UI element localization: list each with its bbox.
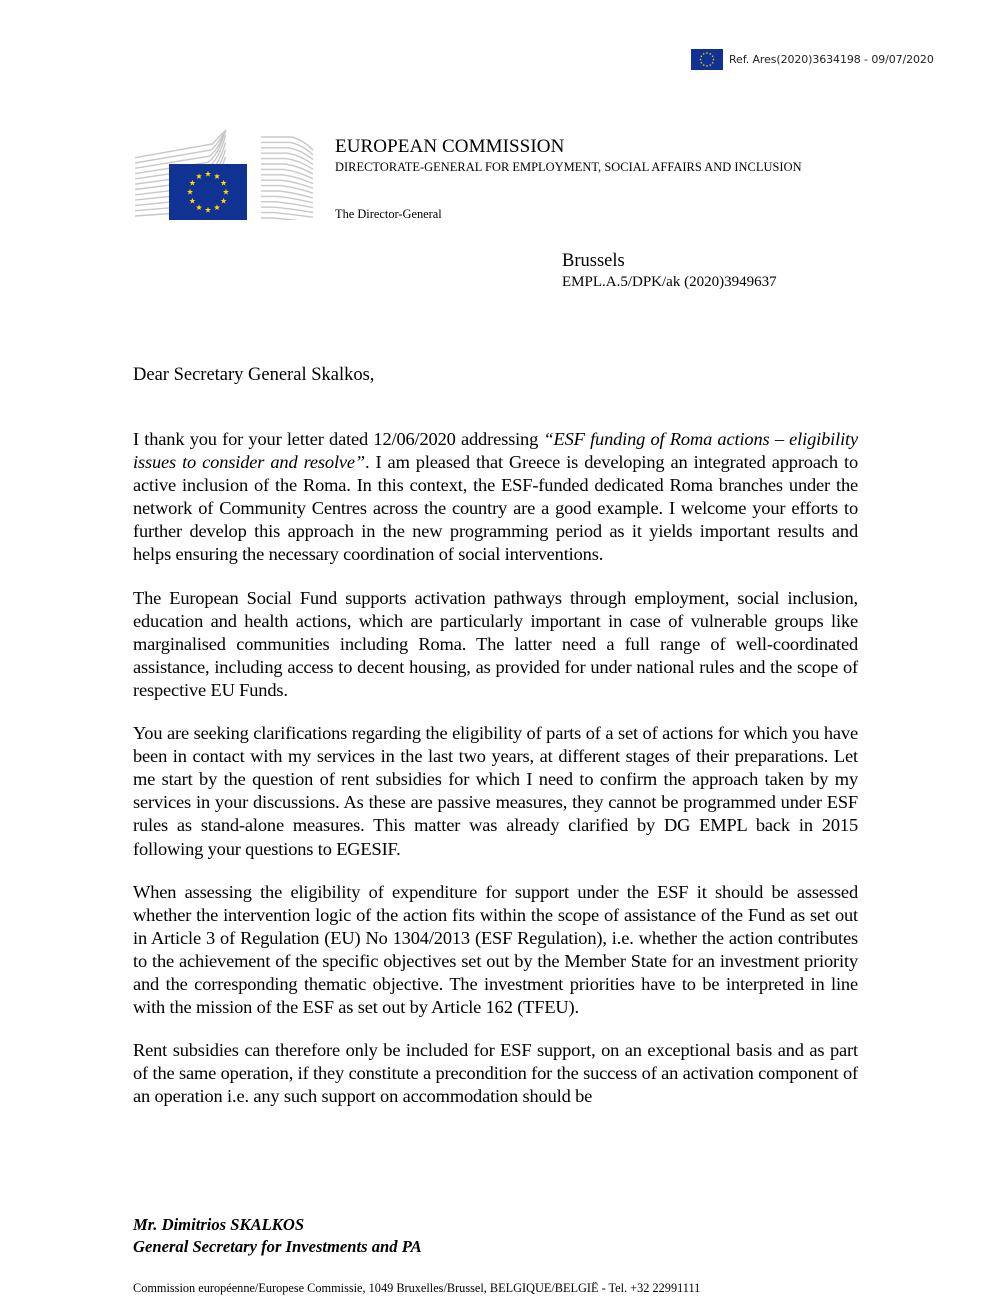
paragraph [133,428,858,567]
directorate-name: DIRECTORATE-GENERAL FOR EMPLOYMENT, SOCIAL AFFAIRS AND INCLUSION [335,160,802,174]
logo-line [261,218,313,220]
ares-reference-stamp [691,47,934,71]
paragraph: You are seeking clarifications regarding the eligibility of parts of a set of actions for which you have been in contact with my services in the last two years, at different stages of their preparations. Let me start by the question of rent subsidies for which I need to confirm the approach taken by my services in your discussions. As these are passive measures, they cannot be programmed under ESF rules as stand-alone measures. This matter was already clarified by DG EMPL back in 2015 following your questions to EGESIF. [133,723,858,859]
logo-line [261,175,313,184]
paragraph-text: . I am pleased that Greece is developing an integrated approach to active inclusion of the Roma. In this context, the ESF-funded dedicated Roma branches under the network of Community Centres across the country are a good example. I welcome your efforts to further develop this approach in the new programming period as it yields important results and helps ensuring the necessary coordination of social interventions. [133,452,858,565]
logo-line [261,207,313,212]
european-commission-logo [133,128,315,220]
logo-line [261,213,313,218]
ares-reference-text: Ref. Ares(2020)3634198 - 09/07/2020 [729,52,934,66]
recipient-name: Mr. Dimitrios SKALKOS [133,1215,305,1234]
paragraph: Rent subsidies can therefore only be included for ESF support, on an exceptional basis and as part of the same operation, if they constitute a precondition for the success of an activation component of an operation i.e. any such support on accommodation should be [133,1040,858,1107]
organisation-name: EUROPEAN COMMISSION [335,136,565,157]
recipient-block [133,1214,422,1258]
file-reference: EMPL.A.5/DPK/ak (2020)3949637 [562,274,777,290]
eu-flag-icon [691,49,723,70]
place-and-reference [562,251,777,292]
salutation: Dear Secretary General Skalkos, [133,365,375,385]
letter-body [133,428,858,1108]
paragraph: The European Social Fund supports activation pathways through employment, social inclusion, education and health actions, which are particularly important in case of vulnerable groups like marginalised communities including Roma. The latter need a full range of well-coordinated assistance, including access to decent housing, as provided for under national rules and the scope of respective EU Funds. [133,587,858,700]
paragraph-text: I thank you for your letter dated 12/06/2020 addressing [133,429,544,449]
sender-role: The Director-General [335,207,442,221]
place: Brussels [562,251,625,271]
paragraph: When assessing the eligibility of expenditure for support under the ESF it should be assessed whether the intervention logic of the action fits within the scope of assistance of the Fund as set out in Article 3 of Regulation (EU) No 1304/2013 (ESF Regulation), i.e. whether the action contributes to the achievement of the specific objectives set out by the Member State for an investment priority and the corresponding thematic objective. The investment priorities have to be interpreted in line with the mission of the ESF as set out by Article 162 (TFEU). [133,881,858,1018]
recipient-title: General Secretary for Investments and PA [133,1237,422,1256]
quoted-letter-title: “ESF funding of Roma actions – eligibility issues to consider and resolve” [133,429,858,473]
letterhead [335,136,802,222]
footer-address: Commission européenne/Europese Commissie, 1049 Bruxelles/Brussel, BELGIQUE/BELGIË - Tel. +32 22991111 [133,1281,701,1295]
